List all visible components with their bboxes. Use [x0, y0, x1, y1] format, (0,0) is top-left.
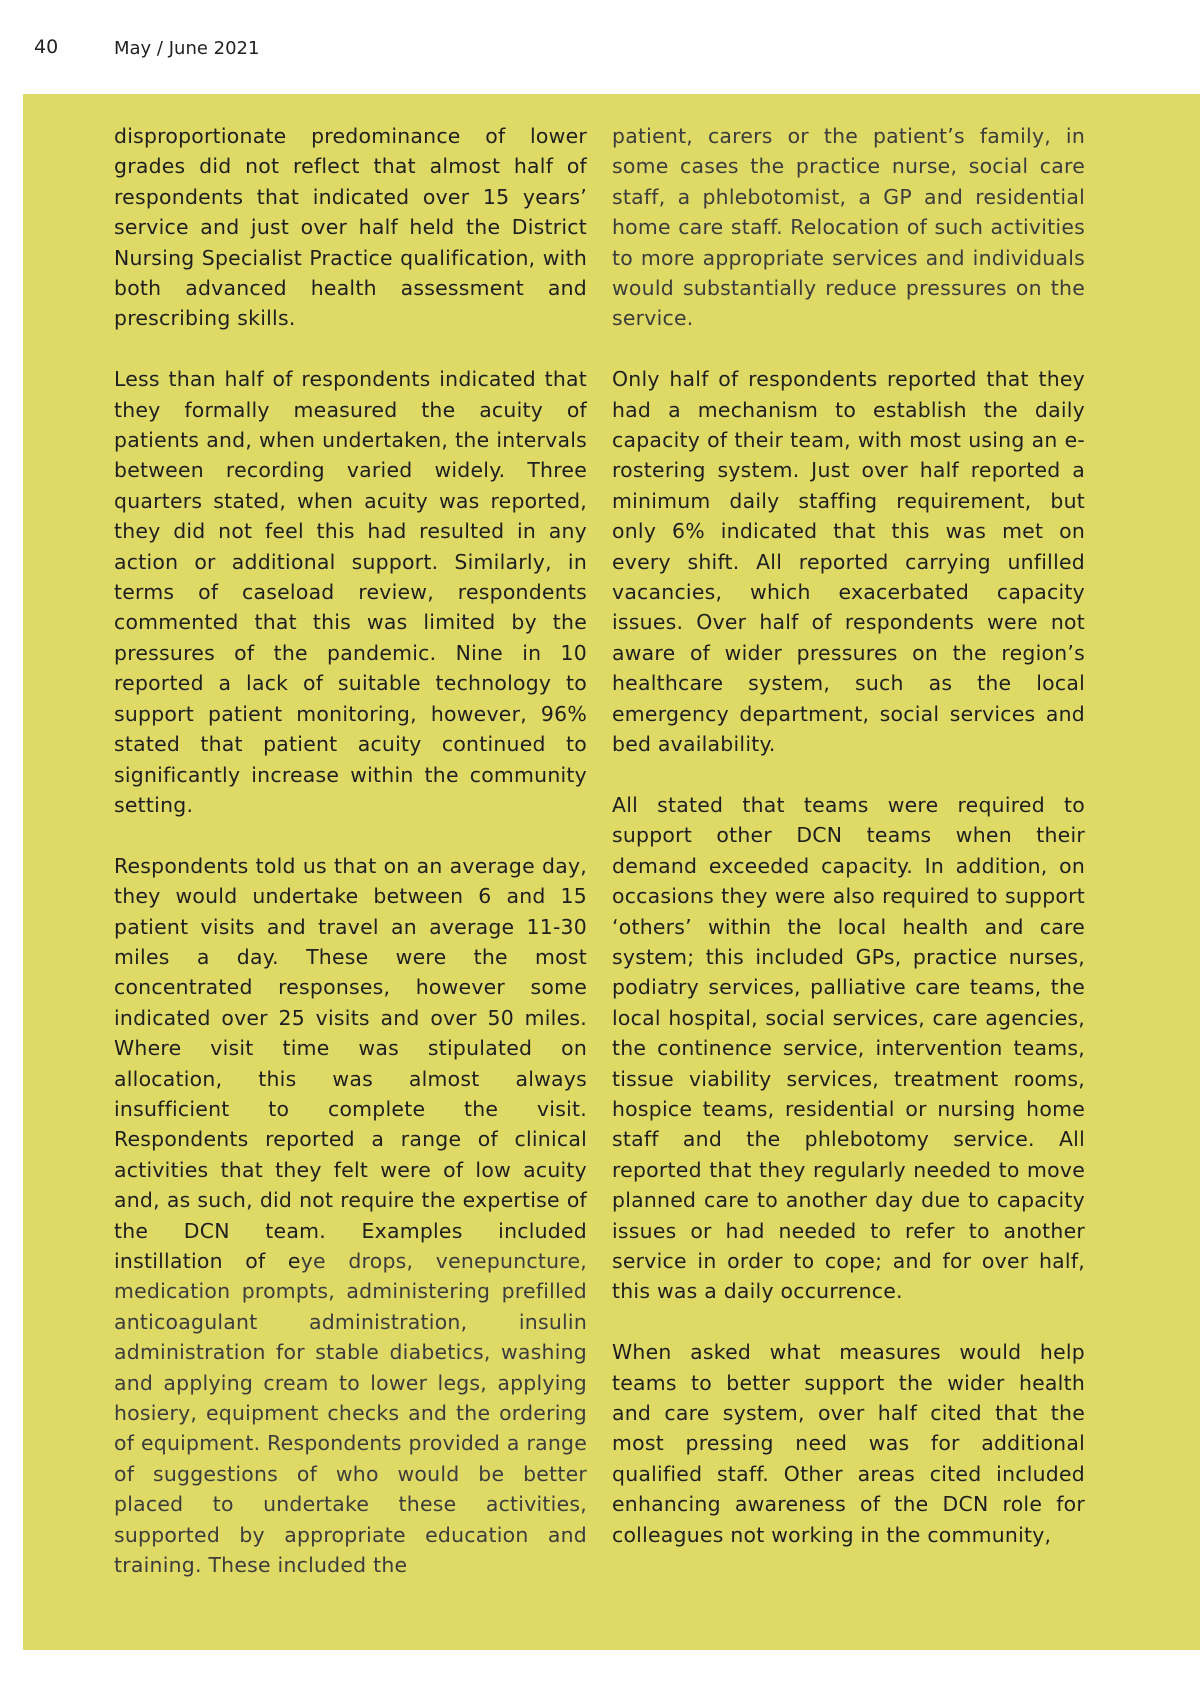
paragraph-grades-qualifications: disproportionate predominance of lower grades did not reflect that almost half of respondents that indicated over 15 years’ service and just over half held the District Nursing Specialist Practice qualification, with both advanced health assessment and prescribing skills.: [114, 124, 587, 331]
paragraph-support-measures: When asked what measures would help teams to better support the wider health and care system, over half cited that the most pressing need was for additional qualified staff. Other areas cited included enhancing awareness of the DCN role for colleagues not working in the community,: [612, 1340, 1085, 1547]
paragraph-patient-visits: [114, 851, 587, 1581]
paragraph-team-capacity: Only half of respondents reported that they had a mechanism to establish the daily capacity of their team, with most using an e-rostering system. Just over half reported a minimum daily staffing requirement, but only 6% indicated that this was met on every shift. All reported carrying unfilled vacancies, which exacerbated capacity issues. Over half of respondents were not aware of wider pressures on the region’s healthcare system, such as the local emergency department, social services and bed availability.: [612, 367, 1085, 757]
paragraph-acuity-measurement: Less than half of respondents indicated that they formally measured the acuity of patients and, when undertaken, the intervals between recording varied widely. Three quarters stated, when acuity was reported, they did not feel this had resulted in any action or additional support. Similarly, in terms of caseload review, respondents commented that this was limited by the pressures of the pandemic. Nine in 10 reported a lack of suitable technology to support patient monitoring, however, 96% stated that patient acuity continued to significantly increase within the community setting.: [114, 367, 587, 817]
page-number: 40: [34, 36, 59, 58]
paragraph-relocation-activities: patient, carers or the patient’s family, in some cases the practice nurse, social care staff, a phlebotomist, a GP and residential home care staff. Relocation of such activities to more appropriate services and individuals would substantially reduce pressures on the service.: [612, 124, 1085, 331]
paragraph-patient-visits-part1: Respondents told us that on an average day, they would undertake between 6 and 15 patient visits and travel an average 11-30 miles a day. These were the most concentrated responses, however some indicated over 25 visits and over 50 miles. Where visit time was stipulated on allocation, this was almost always insufficient to complete the visit. Respondents reported a range of clinical activities that they felt were of low acuity and, as such, did not require the expertise of the DCN team. Examples included instillation of e: [114, 853, 587, 1273]
paragraph-support-other-teams: All stated that teams were required to support other DCN teams when their demand exceeded capacity. In addition, on occasions they were also required to support ‘others’ within the local health and care system; this included GPs, practice nurses, podiatry services, palliative care teams, the local hospital, social services, care agencies, the continence service, intervention teams, tissue viability services, treatment rooms, hospice teams, residential or nursing home staff and the phlebotomy service. All reported that they regularly needed to move planned care to another day due to capacity issues or had needed to refer to another service in order to cope; and for over half, this was a daily occurrence.: [612, 792, 1085, 1304]
article-column-right: [612, 121, 1085, 1580]
issue-date: May / June 2021: [114, 38, 260, 59]
paragraph-patient-visits-part2: ye drops, venepuncture, medication prompts, administering prefilled anticoagulant administration, insulin administration for stable diabetics, washing and applying cream to lower legs, applying hosiery, equipment checks and the ordering of equipment. Respondents provided a range of suggestions of who would be better placed to undertake these activities, supported by appropriate education and training. These included the: [114, 1249, 587, 1578]
article-column-left: [114, 121, 587, 1611]
